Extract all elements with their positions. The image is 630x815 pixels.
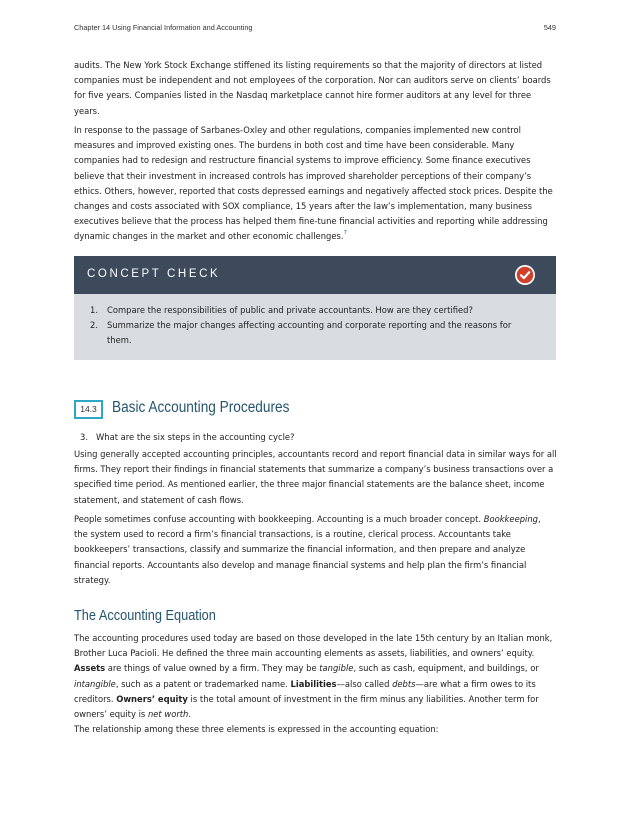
concept-check-header — [74, 256, 556, 294]
bookkeeping-term: Bookkeeping — [483, 514, 538, 524]
text-run: is the total amount of investment in the firm minus any liabilities. Another term for owners’ equity is — [74, 693, 539, 720]
concept-check-box — [74, 256, 556, 360]
accounting-elements-paragraph — [74, 631, 557, 722]
bookkeeping-rest: , the system used to record a firm’s financial transactions, is a routine, clerical process. Accountants take bookkeepers’ transactions, classify and summarize the financial information, and then prepare and analyze financial reports. Accountants also develop and manage financial systems and help plan the firm’s financial strategy. — [74, 514, 541, 585]
intangible-term: intangible — [74, 678, 116, 689]
intro-paragraph-text: audits. The New York Stock Exchange stiffened its listing requirements so that the majority of directors at listed companies must be independent and not employees of the corporation. Nor can auditors serve on clients’ boards for five years. Companies listed in the Nasdaq marketplace cannot hire former auditors at any level for three years. — [74, 60, 551, 116]
item-text: Summarize the major changes affecting accounting and corporate reporting and the reasons for them. — [107, 320, 512, 345]
checkmark-icon — [515, 265, 535, 285]
owners-equity-term: Owners’ equity — [116, 693, 188, 704]
text-run: are things of value owned by a firm. They may be — [105, 663, 320, 674]
section-title: Basic Accounting Procedures — [112, 399, 290, 416]
text-run: The accounting procedures used today are based on those developed in the late 15th century by an Italian monk, Brother Luca Pacioli. He defined the three main accounting elements as assets, liabilities, and owners’ equity. — [74, 633, 553, 659]
bookkeeping-paragraph — [74, 512, 557, 588]
text-run: , such as cash, equipment, and buildings, or — [353, 663, 539, 674]
assets-term: Assets — [74, 663, 106, 674]
sox-paragraph-text: In response to the passage of Sarbanes-Oxley and other regulations, companies implemented new control measures and improved existing ones. The burdens in both cost and time have been considerable. Many companies had to redesign and restructure financial systems to improve efficiency. Some finance executives believe that their investment in increased controls has improved shareholder perceptions of their company’s ethics. Others, however, reported that costs depressed earnings and negatively affected stock prices. Despite the changes and costs associated with SOX compliance, 15 years after the law’s implementation, many business executives believe that the process has helped them fine-tune financial activities and reporting while addressing dynamic changes in the market and other economic challenges. — [74, 125, 553, 242]
concept-check-body — [74, 294, 556, 360]
section-number-badge: 14.3 — [74, 400, 103, 419]
bookkeeping-intro: People sometimes confuse accounting with bookkeeping. Accounting is a much broader concept. — [74, 514, 484, 524]
text-run: —are what a firm owes to its creditors. — [74, 678, 536, 704]
liabilities-term: Liabilities — [290, 678, 337, 689]
item-text: Compare the responsibilities of public and private accountants. How are they certified? — [107, 305, 473, 315]
debts-term: debts — [392, 678, 416, 689]
running-header — [74, 23, 556, 37]
page-number: 549 — [543, 23, 556, 32]
learning-objective-number: 3. — [80, 432, 88, 442]
checkmark-icon-graphic — [515, 265, 535, 285]
text-run: , such as a patent or trademarked name. — [115, 678, 291, 689]
gaap-paragraph-text: Using generally accepted accounting principles, accountants record and report financial data in similar ways for all firms. They report their findings in financial statements that summarize a company’s business transactions over a specified time period. As mentioned earlier, the three major financial statements are the balance sheet, income statement, and statement of cash flows. — [74, 449, 557, 505]
footnote-link[interactable]: 7 — [343, 230, 348, 237]
learning-objective — [80, 430, 295, 445]
equation-intro-paragraph — [74, 722, 557, 737]
item-number: 1. — [90, 305, 98, 315]
intro-paragraph — [74, 58, 557, 119]
concept-check-item — [90, 303, 530, 318]
text-run: . — [188, 709, 192, 720]
concept-check-item — [90, 318, 530, 348]
tangible-term: tangible — [319, 663, 354, 674]
concept-check-title: CONCEPT CHECK — [87, 268, 221, 280]
equation-intro-text: The relationship among these three elements is expressed in the accounting equation: — [74, 724, 439, 734]
text-run: —also called — [336, 678, 393, 689]
learning-objective-text: What are the six steps in the accounting cycle? — [96, 432, 295, 442]
sox-paragraph — [74, 123, 557, 245]
accounting-equation-heading: The Accounting Equation — [74, 608, 216, 624]
item-number: 2. — [90, 320, 98, 330]
gaap-paragraph — [74, 447, 557, 508]
chapter-title: Chapter 14 Using Financial Information and Accounting — [74, 23, 253, 32]
net-worth-term: net worth — [147, 709, 189, 720]
